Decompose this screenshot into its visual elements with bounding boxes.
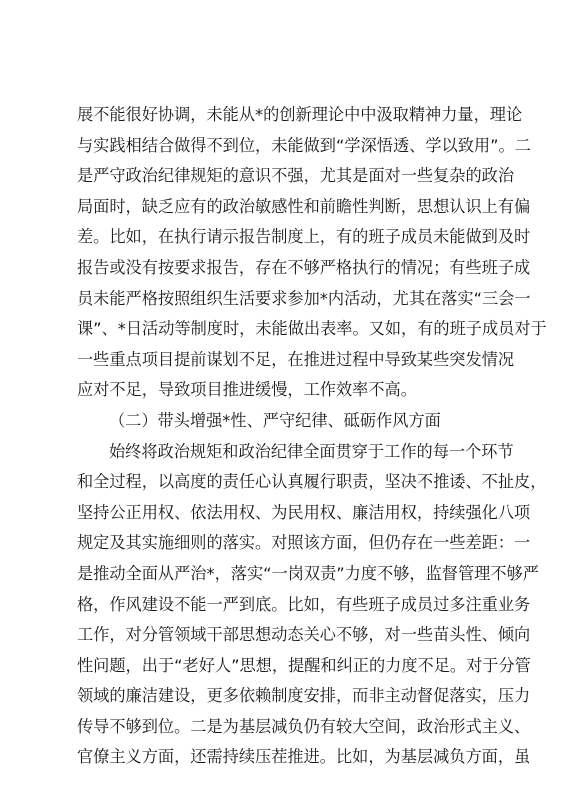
paragraph-line: 一些重点项目提前谋划不足，在推进过程中导致某些突发情况 [77, 349, 515, 369]
paragraph-line: 应对不足，导致项目推进缓慢，工作效率不高。 [77, 380, 417, 400]
paragraph-line: 局面时，缺乏应有的政治敏感性和前瞻性判断，思想认识上有偏 [77, 196, 531, 216]
paragraph-line: 员未能严格按照组织生活要求参加*内活动，尤其在落实“三会一 [77, 288, 531, 308]
paragraph-line: 规定及其实施细则的落实。对照该方面，但仍存在一些差距：一 [77, 533, 531, 553]
paragraph-line: 与实践相结合做得不到位，未能做到“学深悟透、学以致用”。二 [77, 135, 531, 155]
paragraph-line: 是推动全面从严治*，落实“一岗双责”力度不够，监督管理不够严 [77, 563, 539, 583]
paragraph-line: 课”、*日活动等制度时，未能做出表率。又如，有的班子成员对于 [77, 319, 547, 339]
paragraph-line: 是严守政治纪律规矩的意识不强，尤其是面对一些复杂的政治 [77, 166, 515, 186]
paragraph-line: 报告或没有按要求报告，存在不够严格执行的情况；有些班子成 [77, 257, 531, 277]
paragraph-line: 始终将政治规矩和政治纪律全面贯穿于工作的每一个环节 [109, 441, 514, 461]
paragraph-line: 坚持公正用权、依法用权、为民用权、廉洁用权，持续强化八项 [77, 502, 531, 522]
paragraph-line: 格，作风建设不能一严到底。比如，有些班子成员过多注重业务 [77, 594, 531, 614]
paragraph-line: 和全过程，以高度的责任心认真履行职责，坚决不推诿、不扯皮， [77, 472, 547, 492]
paragraph-line: 展不能很好协调，未能从*的创新理论中中汲取精神力量，理论 [77, 105, 523, 124]
document-body [77, 100, 547, 773]
paragraph-line: 传导不够到位。二是为基层减负仍有较大空间，政治形式主义、 [77, 716, 531, 736]
section-heading: （二）带头增强*性、严守纪律、砥砺作风方面 [109, 410, 441, 430]
paragraph-line: 工作，对分管领域干部思想动态关心不够，对一些苗头性、倾向 [77, 625, 531, 645]
paragraph-line: 领域的廉洁建设，更多依赖制度安排，而非主动督促落实，压力 [77, 686, 531, 706]
paragraph-line: 差。比如，在执行请示报告制度上，有的班子成员未能做到及时 [77, 227, 531, 247]
paragraph-line: 官僚主义方面，还需持续压茬推进。比如，为基层减负方面，虽 [77, 747, 531, 767]
paragraph-line: 性问题，出于“老好人”思想，提醒和纠正的力度不足。对于分管 [77, 655, 531, 675]
